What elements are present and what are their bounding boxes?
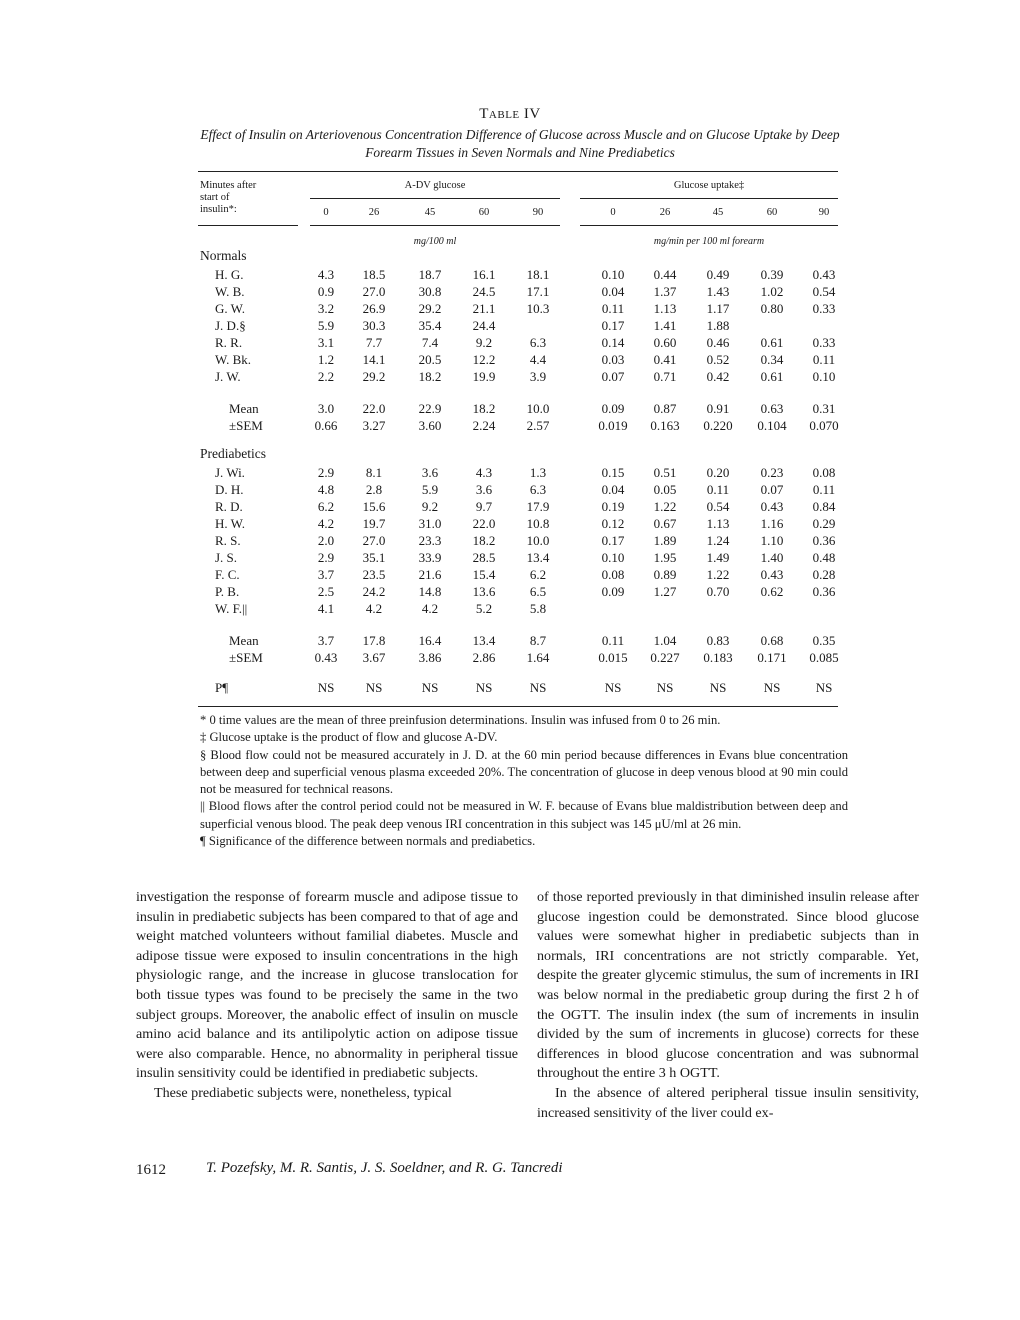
table-cell: 17.9: [526, 499, 550, 514]
table-cell: 0.10: [601, 550, 625, 565]
table-cell: 0.220: [703, 418, 733, 433]
table-cell: NS: [815, 680, 833, 695]
sem-row: [0, 650, 1020, 667]
table-cell: 3.0: [317, 401, 335, 416]
table-cell: 1.89: [653, 533, 677, 548]
table-cell: 10.3: [526, 301, 550, 316]
table-cell: 8.1: [365, 465, 383, 480]
table-cell: 15.6: [362, 499, 386, 514]
table-cell: 0.03: [601, 352, 625, 367]
table-row: [0, 533, 1020, 550]
table-cell: 1.22: [653, 499, 677, 514]
table-cell: 14.1: [362, 352, 386, 367]
row-label: Mean: [229, 633, 259, 648]
table-cell: 4.1: [317, 601, 335, 616]
table-cell: 0.70: [706, 584, 730, 599]
row-label: J. W.: [215, 369, 241, 384]
row-label: Mean: [229, 401, 259, 416]
table-cell: 5.9: [317, 318, 335, 333]
table-cell: 0.14: [601, 335, 625, 350]
col-header-adv-45: 45: [424, 207, 436, 218]
table-cell: 0.11: [706, 482, 730, 497]
table-cell: 19.9: [472, 369, 496, 384]
table-cell: 0.171: [757, 650, 787, 665]
unit-uptake: mg/min per 100 ml forearm: [653, 236, 765, 247]
footnote-double-dagger: ‡ Glucose uptake is the product of flow and glucose A-DV.: [200, 730, 498, 745]
body-paragraph: These prediabetic subjects were, nonetheless, typical: [154, 1084, 452, 1101]
group-header-adv: A-DV glucose: [404, 180, 466, 191]
row-label: G. W.: [215, 301, 245, 316]
table-cell: 0.87: [653, 401, 677, 416]
table-cell: 0.07: [760, 482, 784, 497]
table-cell: 0.83: [706, 633, 730, 648]
table-cell: 9.2: [421, 499, 439, 514]
table-cell: 0.71: [653, 369, 677, 384]
table-cell: 3.7: [317, 567, 335, 582]
table-cell: 2.57: [526, 418, 550, 433]
table-cell: 0.183: [703, 650, 733, 665]
table-cell: 0.51: [653, 465, 677, 480]
table-cell: 20.5: [418, 352, 442, 367]
table-cell: 17.1: [526, 284, 550, 299]
table-cell: 1.04: [653, 633, 677, 648]
table-cell: 1.3: [529, 465, 547, 480]
table-cell: 0.09: [601, 584, 625, 599]
table-cell: 18.1: [526, 267, 550, 282]
table-cell: NS: [763, 680, 781, 695]
row-label: ±SEM: [229, 650, 263, 665]
table-cell: 2.9: [317, 550, 335, 565]
table-cell: 23.5: [362, 567, 386, 582]
table-cell: 0.17: [601, 318, 625, 333]
row-label: H. G.: [215, 267, 244, 282]
table-cell: 13.6: [472, 584, 496, 599]
table-cell: 0.12: [601, 516, 625, 531]
table-cell: 3.7: [317, 633, 335, 648]
table-row: [0, 267, 1020, 284]
table-cell: 0.08: [812, 465, 836, 480]
table-cell: 0.67: [653, 516, 677, 531]
table-cell: 3.9: [529, 369, 547, 384]
table-row: [0, 318, 1020, 335]
running-authors: T. Pozefsky, M. R. Santis, J. S. Soeldner, and R. G. Tancredi: [206, 1160, 563, 1176]
section-normals: Normals: [200, 248, 247, 263]
table-cell: 9.7: [475, 499, 493, 514]
table-cell: 6.2: [529, 567, 547, 582]
table-cell: 0.11: [601, 633, 625, 648]
table-row: [0, 584, 1020, 601]
row-label: R. R.: [215, 335, 243, 350]
table-row: [0, 499, 1020, 516]
table-cell: 0.54: [706, 499, 730, 514]
table-cell: 1.22: [706, 567, 730, 582]
table-row: [0, 301, 1020, 318]
table-cell: 35.1: [362, 550, 386, 565]
col-header-uptake-90: 90: [818, 207, 830, 218]
table-cell: 0.11: [812, 352, 836, 367]
table-cell: 0.11: [601, 301, 625, 316]
page-number: 1612: [136, 1162, 166, 1178]
col-header-uptake-60: 60: [766, 207, 778, 218]
table-cell: 22.0: [472, 516, 496, 531]
table-cell: 1.95: [653, 550, 677, 565]
table-cell: 0.29: [812, 516, 836, 531]
header-bottom-rule-stub: [198, 225, 298, 226]
footnote-section: § Blood flow could not be measured accurately in J. D. at the 60 min period because differences in Evans blue concentration between deep and superficial venous plasma exceeded 20%. The concentration of glucose in deep venous blood at 90 min could not be measured for technical reasons.: [200, 747, 848, 797]
body-column-left: [136, 888, 518, 1104]
table-cell: 10.0: [526, 533, 550, 548]
table-row: [0, 482, 1020, 499]
table-cell: 2.24: [472, 418, 496, 433]
body-column-right: [537, 888, 919, 1123]
row-label: R. S.: [215, 533, 241, 548]
table-cell: 1.13: [653, 301, 677, 316]
table-cell: 0.04: [601, 284, 625, 299]
table-cell: 18.2: [472, 401, 496, 416]
table-cell: 3.6: [421, 465, 439, 480]
col-header-adv-90: 90: [532, 207, 544, 218]
table-cell: 3.2: [317, 301, 335, 316]
table-cell: 22.0: [362, 401, 386, 416]
row-label: D. H.: [215, 482, 244, 497]
row-label: F. C.: [215, 567, 240, 582]
table-cell: 27.0: [362, 533, 386, 548]
row-label: J. S.: [215, 550, 238, 565]
table-row: [0, 567, 1020, 584]
table-cell: 0.36: [812, 533, 836, 548]
table-cell: 18.5: [362, 267, 386, 282]
table-cell: 28.5: [472, 550, 496, 565]
table-cell: 30.3: [362, 318, 386, 333]
table-cell: 9.2: [475, 335, 493, 350]
table-cell: 24.4: [472, 318, 496, 333]
table-cell: 6.5: [529, 584, 547, 599]
table-cell: 0.43: [760, 567, 784, 582]
table-row: [0, 284, 1020, 301]
table-cell: 1.88: [706, 318, 730, 333]
table-cell: 0.54: [812, 284, 836, 299]
col-header-adv-0: 0: [323, 207, 329, 218]
table-cell: 23.3: [418, 533, 442, 548]
table-cell: 1.02: [760, 284, 784, 299]
table-cell: 13.4: [526, 550, 550, 565]
table-cell: 4.2: [421, 601, 439, 616]
table-cell: 16.1: [472, 267, 496, 282]
table-cell: 18.2: [472, 533, 496, 548]
table-cell: 0.9: [317, 284, 335, 299]
table-cell: NS: [365, 680, 383, 695]
stub-header: Minutes after start of insulin*:: [200, 180, 257, 215]
table-cell: 0.62: [760, 584, 784, 599]
row-label: J. D.§: [215, 318, 246, 333]
row-label: W. F.||: [215, 601, 248, 616]
table-cell: 5.2: [475, 601, 493, 616]
table-cell: 16.4: [418, 633, 442, 648]
table-cell: 12.2: [472, 352, 496, 367]
table-cell: 0.44: [653, 267, 677, 282]
table-cell: 3.1: [317, 335, 335, 350]
mean-row: [0, 401, 1020, 418]
table-top-rule: [198, 171, 838, 172]
col-header-uptake-45: 45: [712, 207, 724, 218]
table-cell: 0.104: [757, 418, 787, 433]
table-cell: 1.24: [706, 533, 730, 548]
table-cell: 3.86: [418, 650, 442, 665]
table-cell: 0.10: [601, 267, 625, 282]
footnote-pilcrow: ¶ Significance of the difference between normals and prediabetics.: [200, 834, 536, 849]
table-cell: 0.070: [809, 418, 839, 433]
table-cell: 0.48: [812, 550, 836, 565]
table-cell: 3.67: [362, 650, 386, 665]
table-cell: 4.2: [317, 516, 335, 531]
col-header-uptake-26: 26: [659, 207, 671, 218]
table-cell: 1.64: [526, 650, 550, 665]
table-cell: 0.84: [812, 499, 836, 514]
table-cell: 2.2: [317, 369, 335, 384]
significance-row: [0, 680, 1020, 697]
table-cell: 2.8: [365, 482, 383, 497]
table-cell: NS: [421, 680, 439, 695]
group-rule-adv: [310, 198, 560, 199]
table-cell: 0.60: [653, 335, 677, 350]
table-cell: 1.43: [706, 284, 730, 299]
table-cell: 0.39: [760, 267, 784, 282]
table-cell: NS: [475, 680, 493, 695]
table-row: [0, 335, 1020, 352]
table-cell: 5.9: [421, 482, 439, 497]
row-label: P. B.: [215, 584, 240, 599]
table-cell: 6.3: [529, 482, 547, 497]
footnote-star: * 0 time values are the mean of three preinfusion determinations. Insulin was infused from 0 to 26 min.: [200, 713, 721, 727]
table-cell: 4.4: [529, 352, 547, 367]
table-cell: 1.27: [653, 584, 677, 599]
table-cell: 21.1: [472, 301, 496, 316]
table-cell: 0.085: [809, 650, 839, 665]
table-cell: 6.3: [529, 335, 547, 350]
table-cell: 27.0: [362, 284, 386, 299]
table-cell: 6.2: [317, 499, 335, 514]
table-cell: 8.7: [529, 633, 547, 648]
table-cell: 14.8: [418, 584, 442, 599]
table-cell: 18.7: [418, 267, 442, 282]
table-cell: 5.8: [529, 601, 547, 616]
table-cell: 31.0: [418, 516, 442, 531]
table-cell: 10.0: [526, 401, 550, 416]
body-paragraph: investigation the response of forearm muscle and adipose tissue to insulin in prediabetic subjects has been compared to that of age and weight matched volunteers without familial diabetes. Muscle and adipose tissue were exposed to insulin concentrations in the high physiologic range, and the increase in glucose translocation for both tissue types was found to be precisely the same in the two subject groups. Moreover, the anabolic effect of insulin on muscle amino acid balance and its antilipolytic action on adipose tissue were also comparable. Hence, no abnormality in peripheral tissue insulin sensitivity could be identified in prediabetic subjects.: [136, 889, 518, 1082]
table-cell: 3.60: [418, 418, 442, 433]
table-cell: 0.33: [812, 301, 836, 316]
table-cell: 0.23: [760, 465, 784, 480]
table-bottom-rule: [198, 706, 838, 707]
table-cell: 24.5: [472, 284, 496, 299]
row-label: W. Bk.: [215, 352, 251, 367]
table-cell: 18.2: [418, 369, 442, 384]
table-cell: 0.49: [706, 267, 730, 282]
section-prediabetics: Prediabetics: [200, 446, 266, 461]
table-cell: 10.8: [526, 516, 550, 531]
table-cell: 0.19: [601, 499, 625, 514]
table-cell: 0.227: [650, 650, 680, 665]
table-cell: 30.8: [418, 284, 442, 299]
table-cell: 35.4: [418, 318, 442, 333]
table-cell: 1.10: [760, 533, 784, 548]
col-header-adv-60: 60: [478, 207, 490, 218]
table-caption: Effect of Insulin on Arteriovenous Concentration Difference of Glucose across Muscle and on Glucose Uptake by Deep Forearm Tissues in Seven Normals and Nine Prediabetics: [200, 127, 840, 160]
table-cell: 0.20: [706, 465, 730, 480]
col-header-uptake-0: 0: [610, 207, 616, 218]
table-cell: 0.04: [601, 482, 625, 497]
body-paragraph: of those reported previously in that diminished insulin release after glucose ingestion could be demonstrated. Since blood glucose values were somewhat higher in prediabetic subjects than in normals, IRI concentrations are not strictly comparable. Yet, despite the greater glycemic stimulus, the sum of increments in IRI was below normal in the prediabetic group during the first 2 h of the OGTT. The insulin index (the sum of increments in insulin divided by the sum of increments in glucose) corrects for these differences in blood glucose concentration and was subnormal throughout the entire 3 h OGTT.: [537, 889, 919, 1082]
table-cell: 2.9: [317, 465, 335, 480]
table-cell: 0.05: [653, 482, 677, 497]
table-cell: 3.27: [362, 418, 386, 433]
table-cell: 0.10: [812, 369, 836, 384]
table-cell: 19.7: [362, 516, 386, 531]
table-cell: 0.07: [601, 369, 625, 384]
table-cell: 0.36: [812, 584, 836, 599]
table-cell: 22.9: [418, 401, 442, 416]
mean-row: [0, 633, 1020, 650]
table-cell: 1.40: [760, 550, 784, 565]
table-row: [0, 601, 1020, 618]
header-bottom-rule-adv: [310, 225, 560, 226]
table-footnotes: [200, 712, 848, 850]
table-cell: 1.13: [706, 516, 730, 531]
table-cell: 0.163: [650, 418, 680, 433]
table-cell: 33.9: [418, 550, 442, 565]
table-cell: 0.35: [812, 633, 836, 648]
table-cell: NS: [709, 680, 727, 695]
table-cell: 0.17: [601, 533, 625, 548]
table-cell: NS: [529, 680, 547, 695]
table-cell: 0.43: [812, 267, 836, 282]
table-cell: 0.43: [314, 650, 338, 665]
table-cell: 0.61: [760, 369, 784, 384]
table-cell: 29.2: [362, 369, 386, 384]
table-cell: 7.4: [421, 335, 439, 350]
table-cell: 0.33: [812, 335, 836, 350]
table-cell: 0.42: [706, 369, 730, 384]
table-cell: 21.6: [418, 567, 442, 582]
table-cell: 29.2: [418, 301, 442, 316]
header-bottom-rule-uptake: [580, 225, 838, 226]
table-cell: 4.3: [475, 465, 493, 480]
table-cell: 0.89: [653, 567, 677, 582]
row-label: R. D.: [215, 499, 243, 514]
table-cell: 4.8: [317, 482, 335, 497]
table-cell: NS: [604, 680, 622, 695]
table-cell: 0.66: [314, 418, 338, 433]
table-cell: 2.0: [317, 533, 335, 548]
table-cell: 1.41: [653, 318, 677, 333]
table-cell: 0.63: [760, 401, 784, 416]
table-cell: 0.11: [812, 482, 836, 497]
unit-adv: mg/100 ml: [413, 236, 457, 247]
table-cell: 0.09: [601, 401, 625, 416]
table-row: [0, 550, 1020, 567]
table-cell: 0.34: [760, 352, 784, 367]
sem-row: [0, 418, 1020, 435]
table-cell: 1.2: [317, 352, 335, 367]
table-cell: 13.4: [472, 633, 496, 648]
table-cell: 0.019: [598, 418, 628, 433]
table-cell: 0.015: [598, 650, 628, 665]
row-label: W. B.: [215, 284, 245, 299]
table-cell: 0.52: [706, 352, 730, 367]
table-cell: 0.31: [812, 401, 836, 416]
table-cell: 1.16: [760, 516, 784, 531]
table-cell: 3.6: [475, 482, 493, 497]
table-cell: 1.49: [706, 550, 730, 565]
table-cell: 0.46: [706, 335, 730, 350]
table-cell: 4.2: [365, 601, 383, 616]
table-cell: 7.7: [365, 335, 383, 350]
row-label: H. W.: [215, 516, 245, 531]
group-header-uptake: Glucose uptake‡: [673, 180, 745, 191]
table-cell: 2.86: [472, 650, 496, 665]
table-row: [0, 352, 1020, 369]
table-cell: 0.08: [601, 567, 625, 582]
table-cell: 17.8: [362, 633, 386, 648]
table-cell: 24.2: [362, 584, 386, 599]
table-title: Table IV: [479, 106, 541, 122]
group-rule-uptake: [580, 198, 838, 199]
table-row: [0, 516, 1020, 533]
table-cell: NS: [317, 680, 335, 695]
table-cell: 0.80: [760, 301, 784, 316]
table-cell: 0.61: [760, 335, 784, 350]
table-row: [0, 465, 1020, 482]
table-cell: 0.28: [812, 567, 836, 582]
footnote-parallel: || Blood flows after the control period could not be measured in W. F. because of Evans blue maldistribution between deep and superficial venous blood. The peak deep venous IRI concentration in this subject was 145 μU/ml at 26 min.: [200, 799, 848, 831]
table-cell: NS: [656, 680, 674, 695]
table-cell: 1.17: [706, 301, 730, 316]
table-cell: 0.41: [653, 352, 677, 367]
table-cell: 2.5: [317, 584, 335, 599]
table-cell: 0.68: [760, 633, 784, 648]
row-label: ±SEM: [229, 418, 263, 433]
row-label: P¶: [215, 680, 229, 695]
table-cell: 26.9: [362, 301, 386, 316]
table-cell: 4.3: [317, 267, 335, 282]
table-cell: 1.37: [653, 284, 677, 299]
table-cell: 15.4: [472, 567, 496, 582]
table-cell: 0.15: [601, 465, 625, 480]
table-cell: 0.91: [706, 401, 730, 416]
body-paragraph: In the absence of altered peripheral tissue insulin sensitivity, increased sensitivity of the liver could ex-: [537, 1084, 919, 1121]
col-header-adv-26: 26: [368, 207, 380, 218]
table-row: [0, 369, 1020, 386]
row-label: J. Wi.: [215, 465, 245, 480]
table-cell: 0.43: [760, 499, 784, 514]
